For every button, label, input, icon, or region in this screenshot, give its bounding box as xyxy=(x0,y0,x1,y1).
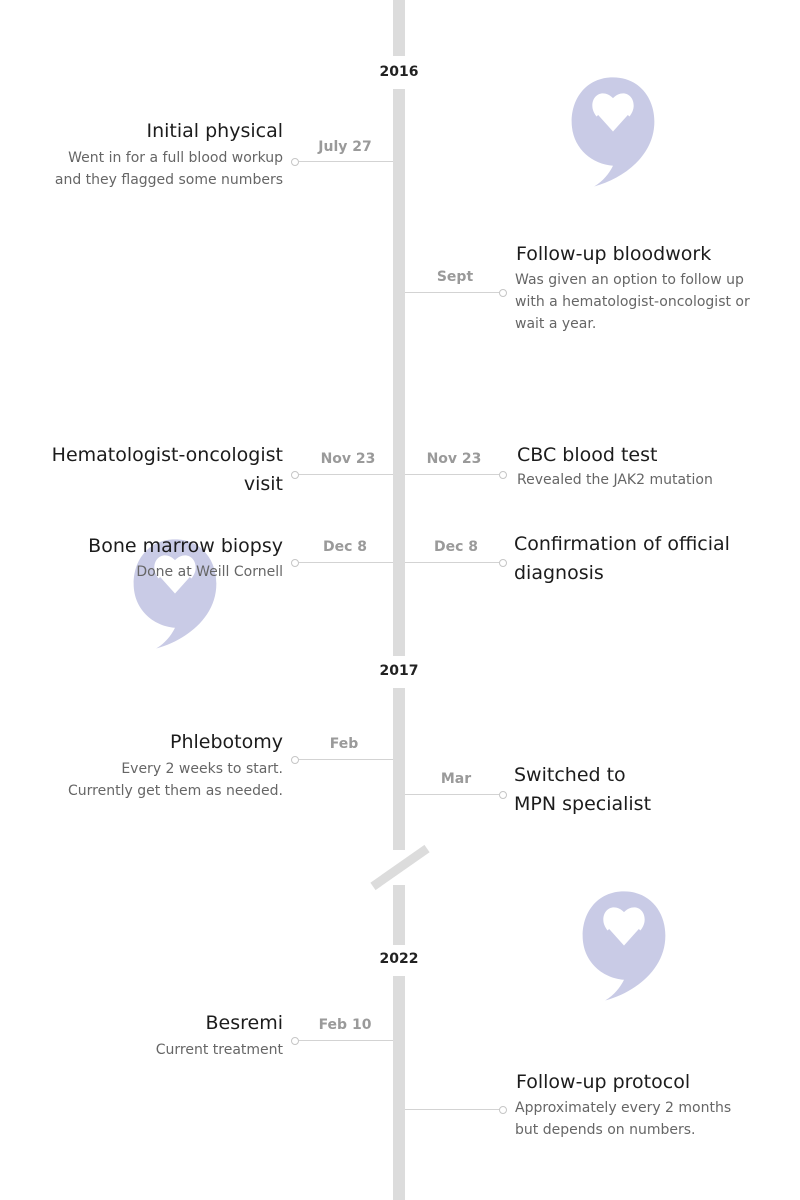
event-date: Feb xyxy=(329,736,359,752)
year-label: 2016 xyxy=(379,64,419,80)
connector-dot xyxy=(291,158,299,166)
year-label: 2017 xyxy=(379,663,419,679)
event-title: Besremi xyxy=(205,1012,283,1034)
connector-line xyxy=(405,562,499,563)
connector-line xyxy=(299,161,393,162)
event-description: Approximately every 2 months but depends on numbers. xyxy=(515,1100,732,1138)
connector-line xyxy=(405,1109,499,1110)
connector-line xyxy=(405,794,499,795)
connector-dot xyxy=(499,559,507,567)
event-title: Follow-up bloodwork xyxy=(516,243,712,265)
connector-line xyxy=(299,1040,393,1041)
timeline-spine xyxy=(393,0,405,56)
event-description: Every 2 weeks to start. Currently get them as needed. xyxy=(68,761,283,799)
connector-dot xyxy=(291,756,299,764)
connector-line xyxy=(299,759,393,760)
event-date: July 27 xyxy=(318,139,372,155)
connector-dot xyxy=(499,1106,507,1114)
event-description: Done at Weill Cornell xyxy=(136,564,283,580)
event-title: Confirmation of official diagnosis xyxy=(514,533,730,584)
event-description: Current treatment xyxy=(155,1042,283,1058)
heart-chat-logo-icon xyxy=(566,68,660,194)
connector-dot xyxy=(499,289,507,297)
event-title: Initial physical xyxy=(146,120,283,142)
connector-dot xyxy=(499,471,507,479)
timeline-spine xyxy=(393,89,405,656)
connector-line xyxy=(299,562,393,563)
event-date: Dec 8 xyxy=(433,539,479,555)
event-title: CBC blood test xyxy=(517,444,658,466)
connector-line xyxy=(405,292,499,293)
event-date: Nov 23 xyxy=(426,451,482,467)
event-title: Bone marrow biopsy xyxy=(88,535,283,557)
event-description: Went in for a full blood workup and they flagged some numbers xyxy=(54,150,283,188)
timeline-break-icon xyxy=(370,845,429,890)
event-date: Mar xyxy=(440,771,472,787)
connector-line xyxy=(405,474,499,475)
heart-chat-logo-icon xyxy=(577,882,671,1008)
event-title: Follow-up protocol xyxy=(516,1071,691,1093)
year-label: 2022 xyxy=(379,951,419,967)
connector-dot xyxy=(291,471,299,479)
connector-line xyxy=(299,474,393,475)
event-title: Phlebotomy xyxy=(170,731,283,753)
timeline-spine xyxy=(393,885,405,945)
event-date: Feb 10 xyxy=(318,1017,372,1033)
connector-dot xyxy=(499,791,507,799)
event-title: Hematologist-oncologist visit xyxy=(51,444,283,495)
event-date: Dec 8 xyxy=(322,539,368,555)
timeline-spine xyxy=(393,976,405,1200)
timeline-spine xyxy=(393,688,405,850)
event-description: Revealed the JAK2 mutation xyxy=(517,472,713,488)
event-description: Was given an option to follow up with a hematologist-oncologist or wait a year. xyxy=(515,272,750,332)
connector-dot xyxy=(291,559,299,567)
event-title: Switched to MPN specialist xyxy=(514,764,652,815)
event-date: Nov 23 xyxy=(320,451,376,467)
connector-dot xyxy=(291,1037,299,1045)
event-date: Sept xyxy=(436,269,474,285)
